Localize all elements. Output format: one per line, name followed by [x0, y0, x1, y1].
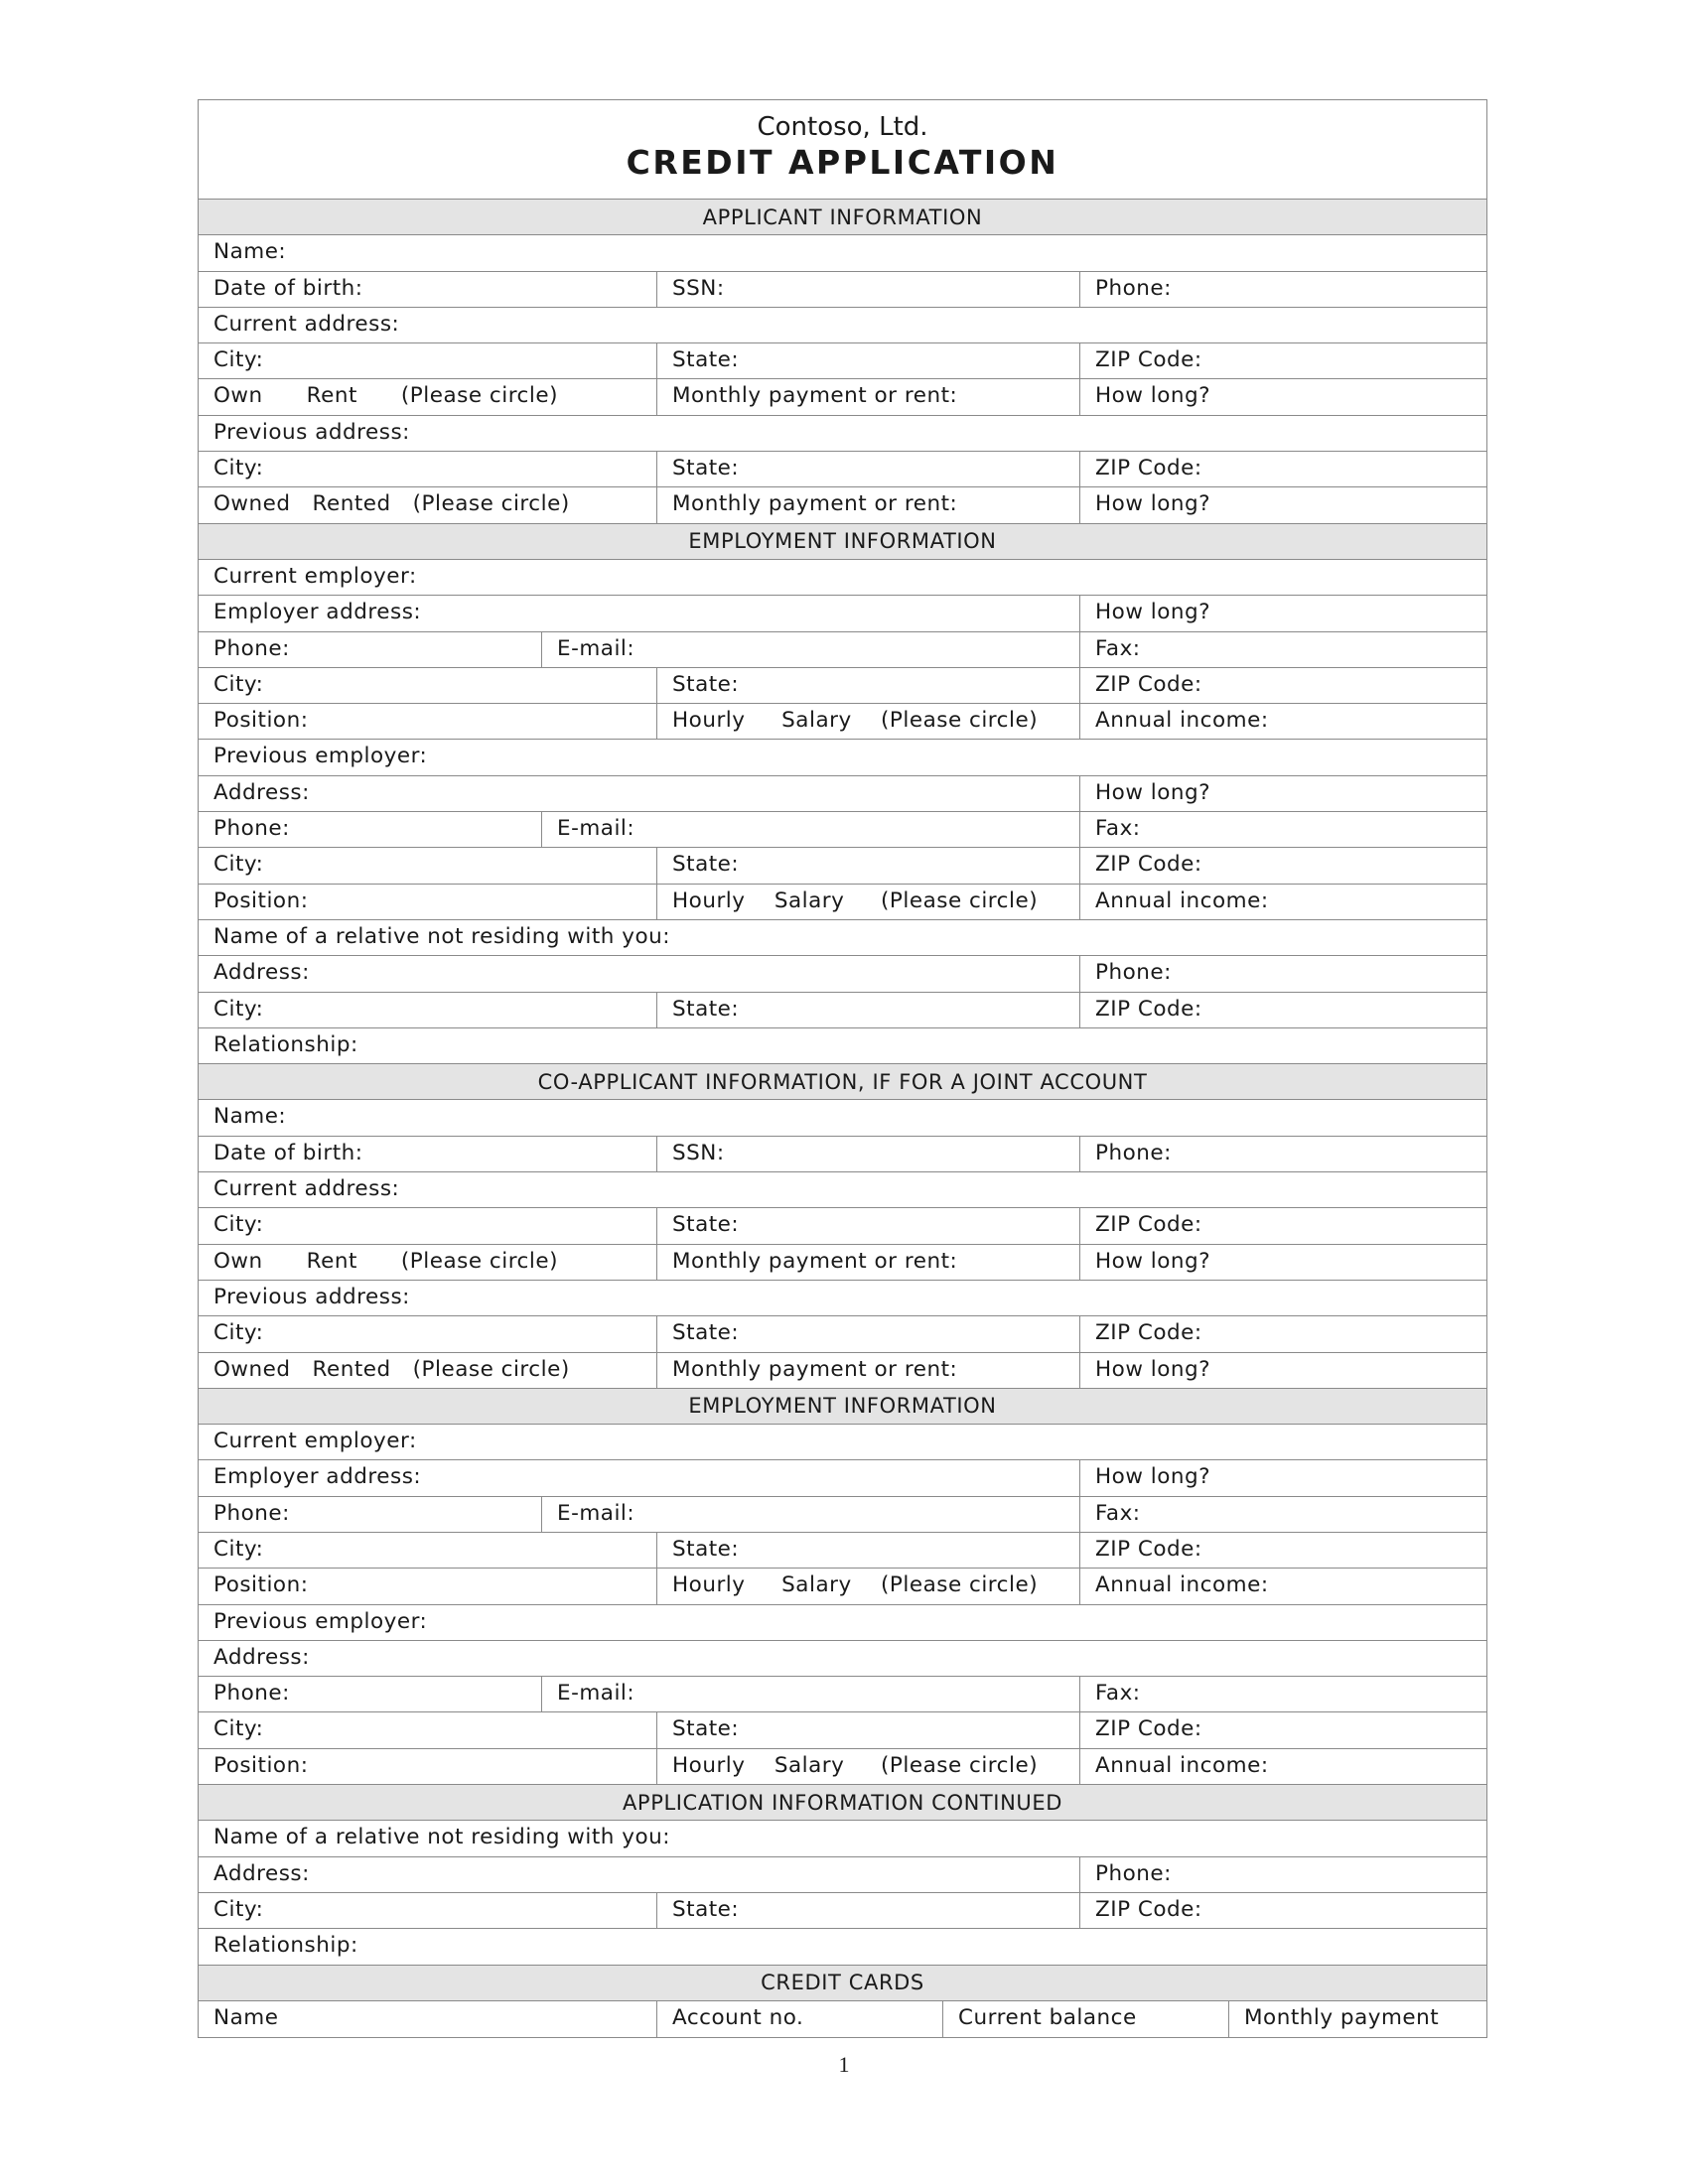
- field-city[interactable]: City:: [213, 456, 264, 481]
- form-row: [199, 452, 1486, 487]
- form-row: [199, 1749, 1486, 1785]
- field-zip-code[interactable]: ZIP Code:: [1079, 1893, 1486, 1928]
- field-state[interactable]: State:: [656, 343, 1079, 378]
- section-header-employment-information: EMPLOYMENT INFORMATION: [199, 524, 1486, 560]
- field-previous-employer[interactable]: Previous employer:: [213, 1608, 428, 1634]
- field-position[interactable]: Position:: [213, 887, 309, 913]
- field-current-address[interactable]: Current address:: [213, 311, 400, 337]
- field-relationship[interactable]: Relationship:: [213, 1031, 358, 1057]
- form-row: [199, 1172, 1486, 1208]
- field-how-long[interactable]: How long?: [1079, 596, 1486, 630]
- field-zip-code[interactable]: ZIP Code:: [1079, 1208, 1486, 1243]
- field-employer-address[interactable]: Employer address:: [213, 600, 422, 625]
- form-row: [199, 1677, 1486, 1712]
- form-row: [199, 487, 1486, 523]
- field-state[interactable]: State:: [656, 1893, 1079, 1928]
- page-number: 1: [838, 2052, 850, 2077]
- field-e-mail[interactable]: E-mail:: [541, 1497, 1079, 1532]
- field-ssn[interactable]: SSN:: [656, 1137, 1079, 1171]
- form-row: [199, 1137, 1486, 1172]
- form-row: [199, 1533, 1486, 1569]
- field-current-address[interactable]: Current address:: [213, 1176, 400, 1202]
- field-position[interactable]: Position:: [213, 1572, 309, 1598]
- field-monthly-payment-or-rent[interactable]: Monthly payment or rent:: [656, 1353, 1079, 1388]
- form-row: [199, 272, 1486, 308]
- field-how-long[interactable]: How long?: [1079, 1245, 1486, 1280]
- document-title: CREDIT APPLICATION: [626, 143, 1059, 182]
- form-row: [199, 596, 1486, 631]
- field-state[interactable]: State:: [656, 1533, 1079, 1568]
- section-header-co-applicant-information-if-for-a-joint-account: CO-APPLICANT INFORMATION, IF FOR A JOINT ACCOUNT: [199, 1064, 1486, 1100]
- field-monthly-payment-or-rent[interactable]: Monthly payment or rent:: [656, 379, 1079, 414]
- form-row: [199, 920, 1486, 956]
- form-row: [199, 1569, 1486, 1604]
- form-row: [199, 704, 1486, 740]
- field-city[interactable]: City:: [213, 1212, 264, 1238]
- form-row: [199, 2001, 1486, 2037]
- field-account-no[interactable]: Account no.: [656, 2001, 942, 2037]
- field-zip-code[interactable]: ZIP Code:: [1079, 1712, 1486, 1747]
- form-row: [199, 632, 1486, 668]
- field-monthly-payment-or-rent[interactable]: Monthly payment or rent:: [656, 487, 1079, 522]
- field-zip-code[interactable]: ZIP Code:: [1079, 452, 1486, 486]
- field-state[interactable]: State:: [656, 993, 1079, 1027]
- form-row: [199, 1100, 1486, 1136]
- form-row: [199, 1316, 1486, 1352]
- form-row: [199, 1353, 1486, 1389]
- form-row: [199, 956, 1486, 992]
- field-name-of-a-relative-not-residing-with-you[interactable]: Name of a relative not residing with you:: [213, 923, 671, 949]
- field-monthly-payment[interactable]: Monthly payment: [1228, 2001, 1486, 2037]
- field-address[interactable]: Address:: [213, 960, 310, 986]
- field-fax[interactable]: Fax:: [1079, 632, 1486, 667]
- form-row: [199, 812, 1486, 848]
- field-position[interactable]: Position:: [213, 708, 309, 734]
- form-row: [199, 776, 1486, 812]
- field-hourly-salary[interactable]: Hourly Salary (Please circle): [656, 885, 1079, 919]
- field-annual-income[interactable]: Annual income:: [1079, 1569, 1486, 1603]
- field-phone[interactable]: Phone:: [1079, 1857, 1486, 1892]
- field-annual-income[interactable]: Annual income:: [1079, 704, 1486, 739]
- field-address[interactable]: Address:: [213, 1644, 310, 1670]
- field-owned-rented[interactable]: Owned Rented (Please circle): [213, 1356, 570, 1382]
- field-phone[interactable]: Phone:: [213, 635, 290, 661]
- section-header-applicant-information: APPLICANT INFORMATION: [199, 200, 1486, 235]
- section-header-employment-information: EMPLOYMENT INFORMATION: [199, 1389, 1486, 1425]
- form-row: [199, 848, 1486, 884]
- field-annual-income[interactable]: Annual income:: [1079, 1749, 1486, 1784]
- field-state[interactable]: State:: [656, 848, 1079, 883]
- form-row: [199, 560, 1486, 596]
- field-employer-address[interactable]: Employer address:: [213, 1464, 422, 1490]
- field-phone[interactable]: Phone:: [1079, 1137, 1486, 1171]
- field-e-mail[interactable]: E-mail:: [541, 812, 1079, 847]
- field-position[interactable]: Position:: [213, 1752, 309, 1778]
- form-row: [199, 993, 1486, 1028]
- field-current-employer[interactable]: Current employer:: [213, 1429, 417, 1454]
- field-fax[interactable]: Fax:: [1079, 1677, 1486, 1711]
- field-fax[interactable]: Fax:: [1079, 812, 1486, 847]
- field-name-of-a-relative-not-residing-with-you[interactable]: Name of a relative not residing with you:: [213, 1825, 671, 1850]
- field-zip-code[interactable]: ZIP Code:: [1079, 993, 1486, 1027]
- field-phone[interactable]: Phone:: [1079, 272, 1486, 307]
- field-how-long[interactable]: How long?: [1079, 487, 1486, 522]
- form-row: [199, 1425, 1486, 1460]
- form-row: [199, 1857, 1486, 1893]
- field-zip-code[interactable]: ZIP Code:: [1079, 1533, 1486, 1568]
- field-own-rent[interactable]: Own Rent (Please circle): [213, 383, 558, 409]
- field-date-of-birth[interactable]: Date of birth:: [213, 275, 363, 301]
- field-zip-code[interactable]: ZIP Code:: [1079, 668, 1486, 703]
- section-header-application-information-continued: APPLICATION INFORMATION CONTINUED: [199, 1785, 1486, 1821]
- form-row: [199, 1712, 1486, 1748]
- form-row: [199, 668, 1486, 704]
- field-city[interactable]: City:: [213, 1716, 264, 1742]
- field-current-employer[interactable]: Current employer:: [213, 563, 417, 589]
- field-relationship[interactable]: Relationship:: [213, 1933, 358, 1959]
- field-city[interactable]: City:: [213, 671, 264, 697]
- field-city[interactable]: City:: [213, 347, 264, 373]
- field-city[interactable]: City:: [213, 1896, 264, 1922]
- field-how-long[interactable]: How long?: [1079, 776, 1486, 811]
- section-header-credit-cards: CREDIT CARDS: [199, 1966, 1486, 2001]
- field-name[interactable]: Name: [213, 2004, 279, 2030]
- form-row: [199, 1893, 1486, 1929]
- field-how-long[interactable]: How long?: [1079, 1460, 1486, 1495]
- form-row: [199, 1281, 1486, 1316]
- field-hourly-salary[interactable]: Hourly Salary (Please circle): [656, 704, 1079, 739]
- form-row: [199, 379, 1486, 415]
- form-row: [199, 1497, 1486, 1533]
- field-state[interactable]: State:: [656, 1712, 1079, 1747]
- field-city[interactable]: City:: [213, 1536, 264, 1562]
- form-row: [199, 235, 1486, 271]
- field-hourly-salary[interactable]: Hourly Salary (Please circle): [656, 1749, 1079, 1784]
- field-phone[interactable]: Phone:: [213, 1500, 290, 1526]
- field-hourly-salary[interactable]: Hourly Salary (Please circle): [656, 1569, 1079, 1603]
- field-phone[interactable]: Phone:: [1079, 956, 1486, 991]
- field-state[interactable]: State:: [656, 1316, 1079, 1351]
- company-name: Contoso, Ltd.: [757, 112, 928, 142]
- form-header: [199, 100, 1486, 200]
- credit-application-form: [198, 99, 1487, 2038]
- form-row: [199, 343, 1486, 379]
- field-state[interactable]: State:: [656, 668, 1079, 703]
- field-e-mail[interactable]: E-mail:: [541, 1677, 1079, 1711]
- field-current-balance[interactable]: Current balance: [942, 2001, 1228, 2037]
- field-zip-code[interactable]: ZIP Code:: [1079, 343, 1486, 378]
- form-rows: [199, 200, 1486, 2037]
- field-e-mail[interactable]: E-mail:: [541, 632, 1079, 667]
- field-city[interactable]: City:: [213, 1320, 264, 1346]
- form-row: [199, 1641, 1486, 1677]
- field-how-long[interactable]: How long?: [1079, 1353, 1486, 1388]
- form-row: [199, 885, 1486, 920]
- form-row: [199, 1028, 1486, 1064]
- field-state[interactable]: State:: [656, 452, 1079, 486]
- field-fax[interactable]: Fax:: [1079, 1497, 1486, 1532]
- field-zip-code[interactable]: ZIP Code:: [1079, 848, 1486, 883]
- form-row: [199, 308, 1486, 343]
- field-owned-rented[interactable]: Owned Rented (Please circle): [213, 491, 570, 517]
- field-phone[interactable]: Phone:: [213, 1681, 290, 1706]
- field-previous-address[interactable]: Previous address:: [213, 419, 410, 445]
- field-city[interactable]: City:: [213, 852, 264, 878]
- form-row: [199, 1605, 1486, 1641]
- field-previous-employer[interactable]: Previous employer:: [213, 744, 428, 769]
- field-date-of-birth[interactable]: Date of birth:: [213, 1140, 363, 1165]
- form-row: [199, 1208, 1486, 1244]
- form-row: [199, 1460, 1486, 1496]
- field-own-rent[interactable]: Own Rent (Please circle): [213, 1248, 558, 1274]
- form-row: [199, 416, 1486, 452]
- field-previous-address[interactable]: Previous address:: [213, 1284, 410, 1309]
- field-monthly-payment-or-rent[interactable]: Monthly payment or rent:: [656, 1245, 1079, 1280]
- field-phone[interactable]: Phone:: [213, 816, 290, 842]
- field-name[interactable]: Name:: [213, 239, 287, 265]
- field-state[interactable]: State:: [656, 1208, 1079, 1243]
- form-row: [199, 1929, 1486, 1965]
- field-annual-income[interactable]: Annual income:: [1079, 885, 1486, 919]
- field-zip-code[interactable]: ZIP Code:: [1079, 1316, 1486, 1351]
- field-address[interactable]: Address:: [213, 779, 310, 805]
- field-ssn[interactable]: SSN:: [656, 272, 1079, 307]
- field-name[interactable]: Name:: [213, 1104, 287, 1130]
- form-row: [199, 1245, 1486, 1281]
- field-address[interactable]: Address:: [213, 1860, 310, 1886]
- form-row: [199, 740, 1486, 775]
- field-city[interactable]: City:: [213, 996, 264, 1022]
- field-how-long[interactable]: How long?: [1079, 379, 1486, 414]
- form-row: [199, 1821, 1486, 1856]
